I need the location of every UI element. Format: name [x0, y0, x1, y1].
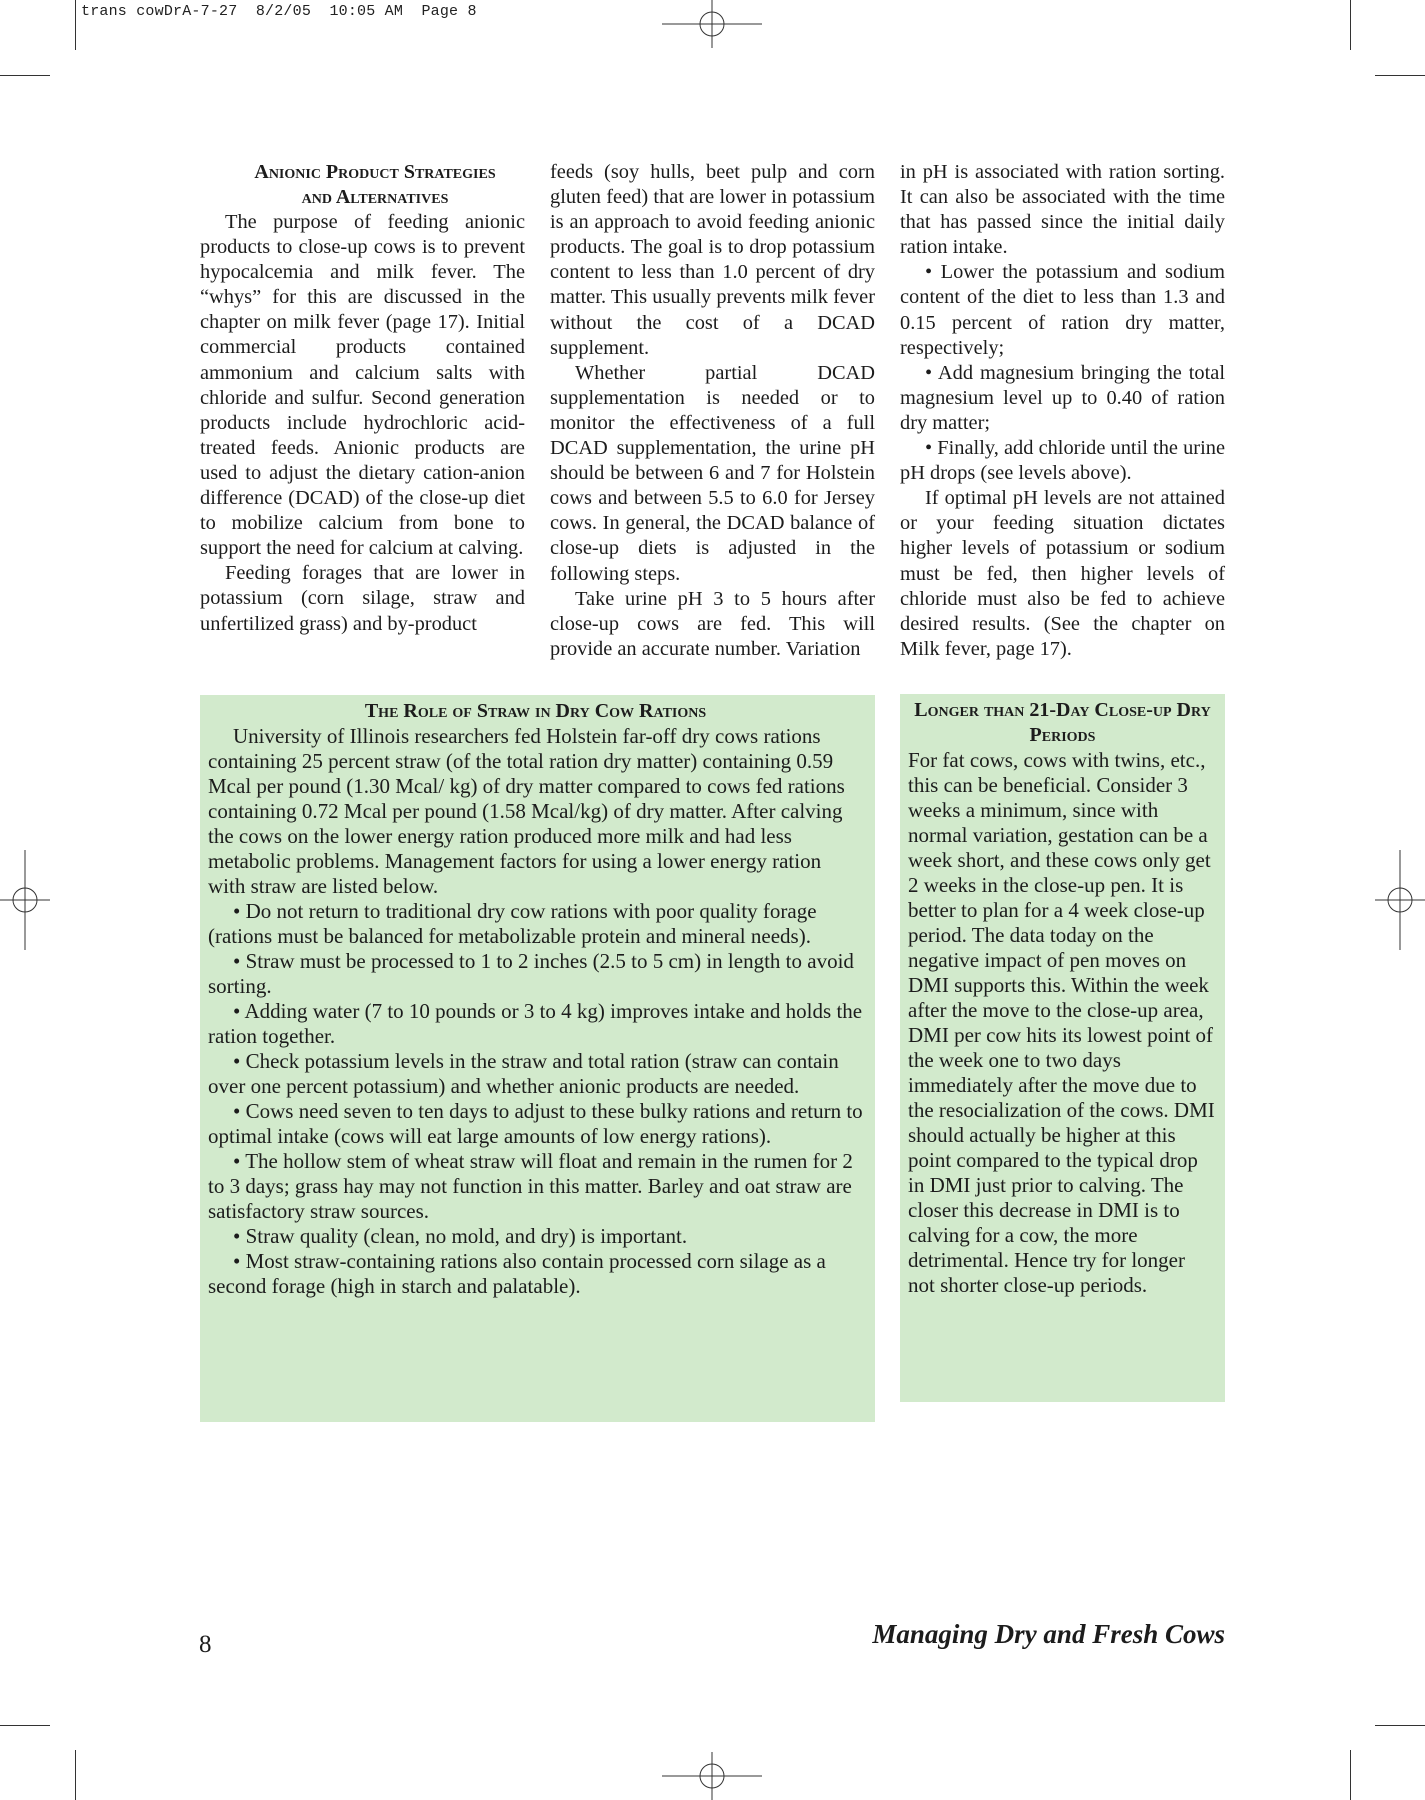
print-slug: trans cowDrA-7-27 8/2/05 10:05 AM Page 8: [81, 3, 477, 20]
closeup-box-title: Longer than 21-Day Close-up Dry Periods: [914, 699, 1211, 746]
straw-box-bullet: • Cows need seven to ten days to adjust to these bulky rations and return to optimal intake (cows will eat large amounts of low energy rations).: [208, 1099, 863, 1148]
straw-box-bullet: • The hollow stem of wheat straw will float and remain in the rumen for 2 to 3 days; grass hay may not function in this matter. Barley and oat straw are satisfactory straw sources.: [208, 1149, 853, 1223]
crop-mark-bottom-left-horizontal: [0, 1725, 50, 1726]
crop-mark-top-left-horizontal: [0, 75, 50, 76]
section-heading-line-1: Anionic Product Strategies: [254, 161, 496, 183]
straw-box-bullet: • Most straw-containing rations also contain processed corn silage as a second forage (high in starch and palatable).: [208, 1249, 826, 1298]
registration-mark-left: [0, 850, 50, 950]
body-paragraph: feeds (soy hulls, beet pulp and corn gluten feed) that are lower in potassium is an approach to avoid feeding anionic products. The goal is to drop potassium content to less than 1.0 percent of dry matter. This usually prevents milk fever without the cost of a DCAD supplement.: [550, 161, 875, 359]
bullet-item: • Finally, add chloride until the urine pH drops (see levels above).: [900, 437, 1225, 485]
registration-mark-bottom: [662, 1752, 762, 1800]
crop-mark-bottom-right-horizontal: [1375, 1725, 1425, 1726]
page-number: 8: [199, 1631, 212, 1658]
body-paragraph: The purpose of feeding anionic products to close-up cows is to prevent hypocalcemia and milk fever. The “whys” for this are discussed in the chapter on milk fever (page 17). Initial commercial products contained ammonium and calcium salts with chloride and sulfur. Second generation products include hydrochloric acid-treated feeds. Anionic products are used to adjust the dietary cation-anion difference (DCAD) of the close-up diet to mobilize calcium from bone to support the need for calcium at calving.: [200, 211, 525, 560]
crop-mark-top-right-horizontal: [1375, 75, 1425, 76]
crop-mark-bottom-right-vertical: [1350, 1750, 1351, 1800]
crop-mark-top-right-vertical: [1350, 0, 1351, 50]
straw-box-title: The Role of Straw in Dry Cow Rations: [364, 700, 707, 722]
straw-sidebar-box: [200, 695, 875, 1422]
straw-box-bullet: • Straw quality (clean, no mold, and dry) is important.: [233, 1224, 688, 1248]
registration-mark-right: [1375, 850, 1425, 950]
crop-mark-bottom-left-vertical: [75, 1750, 76, 1800]
registration-mark-top: [662, 0, 762, 48]
text-column-3: [900, 160, 1225, 662]
body-paragraph: Feeding forages that are lower in potassium (corn silage, straw and unfertilized grass) and by-product: [200, 562, 525, 635]
body-paragraph: Take urine pH 3 to 5 hours after close-up cows are fed. This will provide an accurate number. Variation: [550, 587, 875, 660]
text-column-2: [550, 160, 875, 662]
text-column-1: [200, 160, 525, 637]
straw-box-bullet: • Straw must be processed to 1 to 2 inches (2.5 to 5 cm) in length to avoid sorting.: [208, 949, 854, 998]
body-paragraph: Whether partial DCAD supplementation is needed or to monitor the effectiveness of a full DCAD supplementation, the urine pH should be between 6 and 7 for Holstein cows and between 5.5 to 6.0 for Jersey cows. In general, the DCAD balance of close-up diets is adjusted in the following steps.: [550, 361, 875, 585]
bullet-item: • Lower the potassium and sodium content of the diet to less than 1.3 and 0.15 percent of ration dry matter, respectively;: [900, 261, 1225, 359]
straw-box-bullet: • Adding water (7 to 10 pounds or 3 to 4 kg) improves intake and holds the ration together.: [208, 999, 863, 1048]
straw-box-bullet: • Do not return to traditional dry cow rations with poor quality forage (rations must be balanced for metabolizable protein and mineral needs).: [208, 899, 817, 948]
straw-box-bullet: • Check potassium levels in the straw and total ration (straw can contain over one percent potassium) and whether anionic products are needed.: [208, 1049, 839, 1098]
book-title: Managing Dry and Fresh Cows: [872, 1619, 1225, 1649]
closeup-sidebar-box: [900, 694, 1225, 1402]
bullet-item: • Add magnesium bringing the total magnesium level up to 0.40 of ration dry matter;: [900, 361, 1225, 434]
closeup-box-body: For fat cows, cows with twins, etc., this can be beneficial. Consider 3 weeks a minimum, since with normal variation, gestation can be a week short, and these cows only get 2 weeks in the close-up pen. It is better to plan for a 4 week close-up period. The data today on the negative impact of pen moves on DMI supports this. Within the week after the move to the close-up area, DMI per cow hits its lowest point of the week one to two days immediately after the move due to the resocialization of the cows. DMI should actually be higher at this point compared to the typical drop in DMI just prior to calving. The closer this decrease in DMI is to calving for a cow, the more detrimental. Hence try for longer not shorter close-up periods.: [908, 748, 1215, 1297]
body-paragraph: If optimal pH levels are not attained or your feeding situation dictates higher levels of potassium or sodium must be fed, then higher levels of chloride must also be fed to achieve desired results. (See the chapter on Milk fever, page 17).: [900, 487, 1225, 660]
section-heading-line-2: and Alternatives: [301, 186, 449, 208]
crop-mark-top-left-vertical: [75, 0, 76, 50]
body-paragraph: in pH is associated with ration sorting. It can also be associated with the time that has passed since the initial daily ration intake.: [900, 161, 1225, 259]
straw-box-intro: University of Illinois researchers fed Holstein far-off dry cows rations containing 25 percent straw (of the total ration dry matter) containing 0.59 Mcal per pound (1.30 Mcal/ kg) of dry matter compared to cows fed rations containing 0.72 Mcal per pound (1.58 Mcal/kg) of dry matter. After calving the cows on the lower energy ration produced more milk and had less metabolic problems. Management factors for using a lower energy ration with straw are listed below.: [208, 724, 845, 898]
